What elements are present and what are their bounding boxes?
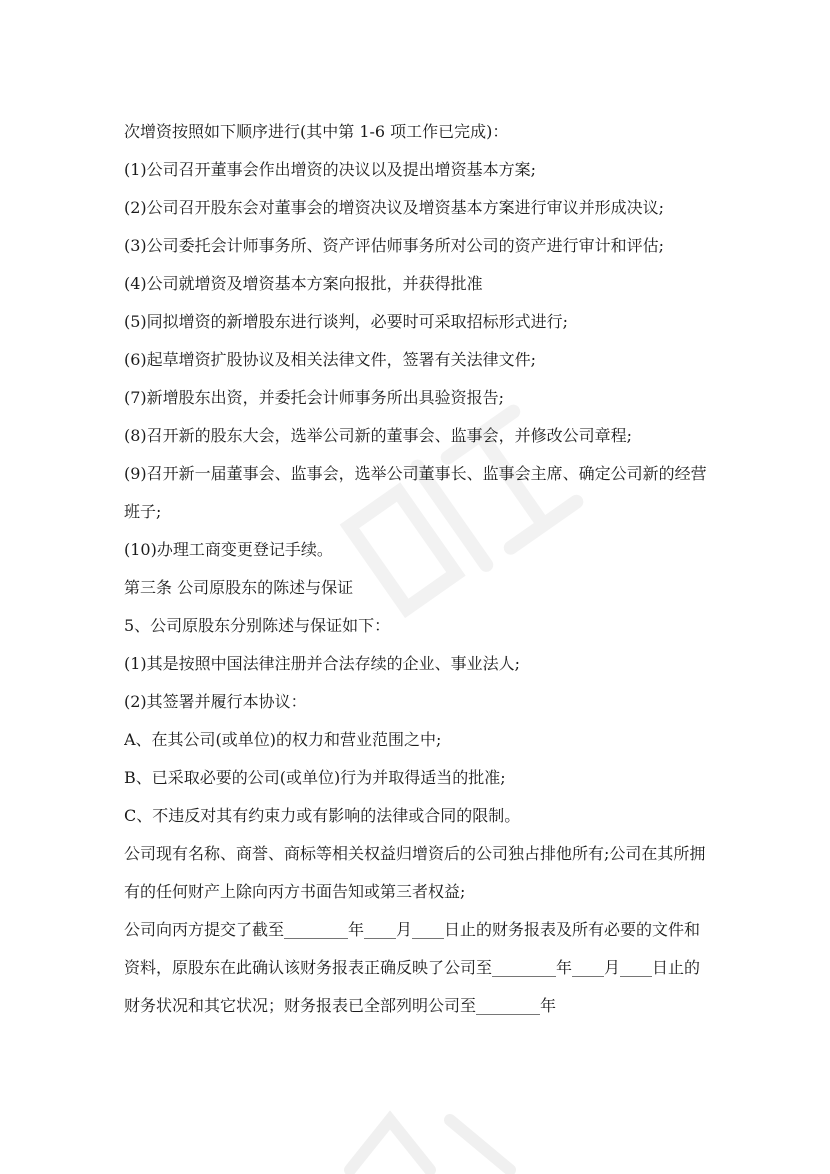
paragraph-clause-5-1: (1)其是按照中国法律注册并合法存续的企业、事业法人; bbox=[124, 654, 521, 673]
watermark-mark-bottom bbox=[330, 1100, 530, 1174]
paragraph-item-3: (3)公司委托会计师事务所、资产评估师事务所对公司的资产进行审计和评估; bbox=[124, 236, 665, 255]
paragraph-clause-5-2: (2)其签署并履行本协议： bbox=[124, 692, 307, 711]
paragraph-clause-5: 5、公司原股东分别陈述与保证如下： bbox=[124, 616, 391, 635]
paragraph-financial: 公司向丙方提交了截至________年____月____日止的财务报表及所有必要的文件和资料，原股东在此确认该财务报表正确反映了公司至________年____月____日止的财务状况和其它状况；财务报表已全部列明公司至________年 bbox=[124, 920, 701, 1015]
section-heading: 第三条 公司原股东的陈述与保证 bbox=[124, 578, 354, 597]
paragraph-clause-c: C、不违反对其有约束力或有影响的法律或合同的限制。 bbox=[124, 806, 521, 825]
paragraph-item-10: (10)办理工商变更登记手续。 bbox=[124, 540, 333, 559]
paragraph-item-2: (2)公司召开股东会对董事会的增资决议及增资基本方案进行审议并形成决议; bbox=[124, 198, 665, 217]
paragraph-clause-b: B、已采取必要的公司(或单位)行为并取得适当的批准; bbox=[124, 768, 506, 787]
document-body bbox=[124, 113, 714, 1025]
paragraph-intro: 次增资按照如下顺序进行(其中第 1-6 项工作已完成)： bbox=[124, 122, 509, 141]
paragraph-rights: 公司现有名称、商誉、商标等相关权益归增资后的公司独占排他所有;公司在其所拥有的任何财产上除向丙方书面告知或第三者权益; bbox=[124, 844, 706, 901]
paragraph-item-8: (8)召开新的股东大会，选举公司新的董事会、监事会，并修改公司章程; bbox=[124, 426, 633, 445]
paragraph-clause-a: A、在其公司(或单位)的权力和营业范围之中; bbox=[124, 730, 442, 749]
paragraph-item-9: (9)召开新一届董事会、监事会，选举公司董事长、监事会主席、确定公司新的经营班子; bbox=[124, 464, 707, 521]
paragraph-item-7: (7)新增股东出资，并委托会计师事务所出具验资报告; bbox=[124, 388, 505, 407]
paragraph-item-4: (4)公司就增资及增资基本方案向报批，并获得批准 bbox=[124, 274, 483, 293]
paragraph-item-1: (1)公司召开董事会作出增资的决议以及提出增资基本方案; bbox=[124, 160, 537, 179]
paragraph-item-5: (5)同拟增资的新增股东进行谈判，必要时可采取招标形式进行; bbox=[124, 312, 569, 331]
paragraph-item-6: (6)起草增资扩股协议及相关法律文件，签署有关法律文件; bbox=[124, 350, 537, 369]
